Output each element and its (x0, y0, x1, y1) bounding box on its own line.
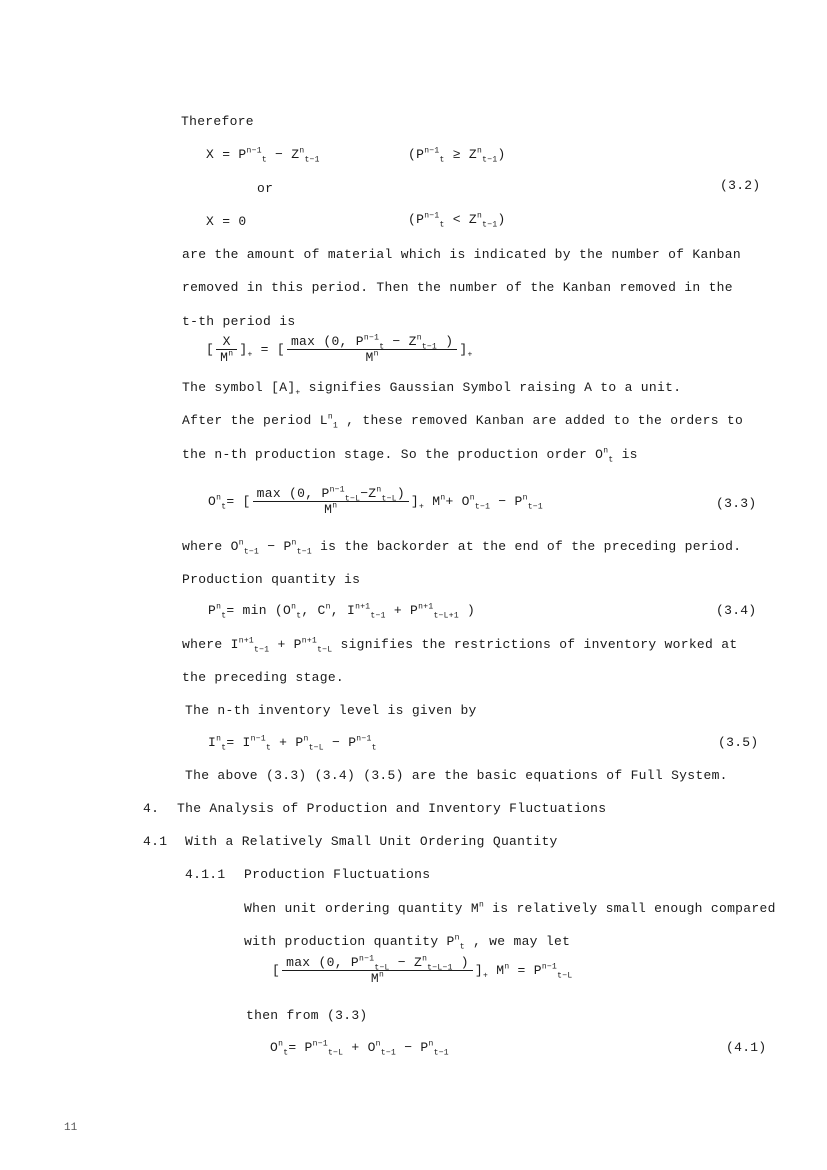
equation-approximation: [ $\frac{\max (0, P^{n-1}_{t-L} - Z^n_{t-L-1} )}{M^n}$ ]$_+$ $M^n = P^{n-1}_{t-L}$ (272, 954, 573, 986)
equation-number-3-5: (3.5) (718, 735, 759, 750)
or-label: or (257, 181, 274, 196)
paragraph-line: are the amount of material which is indicated by the number of Kanban (182, 247, 741, 262)
equation-number-3-2: (3.2) (720, 178, 761, 193)
equation-x-case2: X = 0 (206, 214, 247, 229)
paragraph-line: The n-th inventory level is given by (185, 703, 477, 718)
equation-3-4: $P^n_t= \min (O^n_t$, $C^n$, $I^{n+1}_{t-1} + P^{n+1}_{t-L+1}$ ) (208, 602, 476, 621)
equation-x-case1: $X = P^{n-1}_t - Z^n_{t-1}$ (206, 146, 320, 165)
paragraph-line: t-th period is (182, 314, 296, 329)
equation-number-4-1: (4.1) (726, 1040, 767, 1055)
equation-number-3-3: (3.3) (716, 496, 757, 511)
section-title-4-1-1: Production Fluctuations (244, 867, 431, 882)
paragraph-line: The symbol $[A]_+$ signifies Gaussian Symbol raising A to a unit. (182, 380, 682, 398)
page-footer-mark: 11 (64, 1122, 78, 1134)
paragraph-line: After the period $L^n_1$ , these removed Kanban are added to the orders to (182, 412, 744, 431)
paragraph-line: then from (3.3) (246, 1008, 368, 1023)
equation-3-5: $I^n_t= I^{n-1}_t + P^n_{t-L} - P^{n-1}_t$ (208, 734, 377, 753)
section-number-4-1-1: 4.1.1 (185, 867, 226, 882)
section-number-4-1: 4.1 (143, 834, 168, 849)
paragraph-line: The above (3.3) (3.4) (3.5) are the basic equations of Full System. (185, 768, 728, 783)
paragraph-line: the preceding stage. (182, 670, 345, 685)
equation-3-3: $O^n_t=$ [ $\frac{\max (0, P^{n-1}_{t-L}-Z^n_{t-L})}{M^n}$ ]$_+$ $M^n+ O^n_{t-1} - P^n_{t-1}$ (208, 485, 544, 517)
condition-case2: $(P^{n-1}_t < Z^n_{t-1})$ (408, 211, 506, 230)
section-title-4-1: With a Relatively Small Unit Ordering Quantity (185, 834, 558, 849)
paragraph-line: where $I^{n+1}_{t-1} + P^{n+1}_{t-L}$ signifies the restrictions of inventory worked at (182, 636, 738, 655)
paragraph-line: Production quantity is (182, 572, 361, 587)
equation-number-3-4: (3.4) (716, 603, 757, 618)
paragraph-line: When unit ordering quantity $M^n$ is relatively small enough compared (244, 900, 776, 916)
paragraph-line: where $O^n_{t-1} - P^n_{t-1}$ is the backorder at the end of the preceding period. (182, 538, 742, 557)
section-number-4: 4. (143, 801, 160, 816)
therefore-label: Therefore (181, 114, 254, 129)
equation-4-1: $O^n_t= P^{n-1}_{t-L} + O^n_{t-1} - P^n_{t-1}$ (270, 1039, 449, 1058)
paragraph-line: removed in this period. Then the number of the Kanban removed in the (182, 280, 733, 295)
condition-case1: $(P^{n-1}_t \ge Z^n_{t-1})$ (408, 146, 506, 165)
paragraph-line: the n-th production stage. So the production order $O^n_t$ is (182, 446, 638, 465)
section-title-4: The Analysis of Production and Inventory Fluctuations (177, 801, 607, 816)
equation-kanban-removed: [ $\frac{X}{M^n}$ ]$_+$ = [ $\frac{\max (0, P^{n-1}_t - Z^n_{t-1} )}{M^n}$ ]$_+$ (206, 333, 473, 365)
paragraph-line: with production quantity $P^n_t$ , we may let (244, 933, 571, 952)
